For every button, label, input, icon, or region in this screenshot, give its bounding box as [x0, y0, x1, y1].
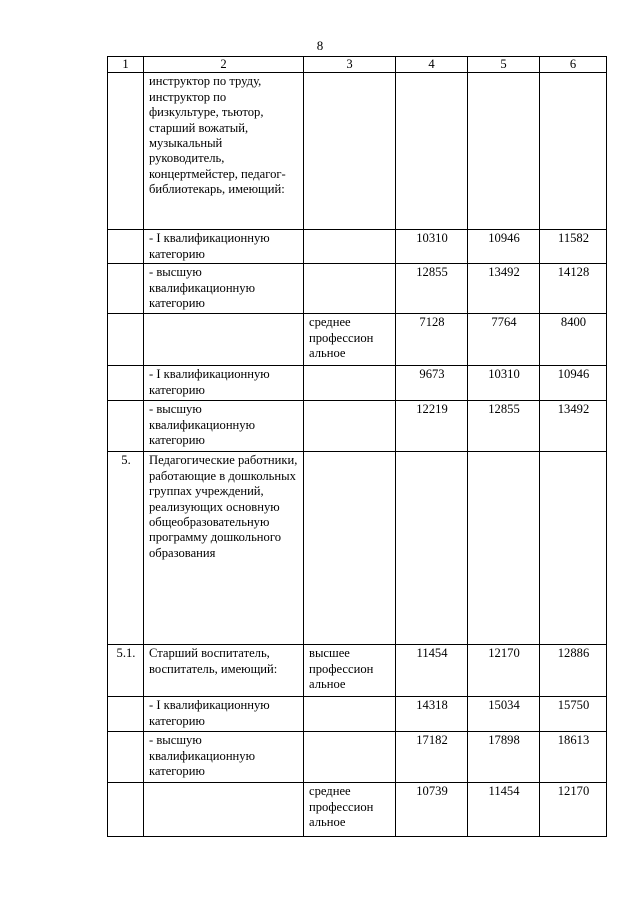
- row-index: [108, 783, 144, 837]
- value-col-5: 10310: [468, 366, 540, 401]
- value-col-4: 7128: [396, 314, 468, 366]
- position-name: Педагогические работники, работающие в дошкольных группах учреждений, реализующих основную общеобразовательную программу дошкольного образования: [144, 452, 304, 645]
- education-level: высшее профессион альное: [304, 645, 396, 697]
- header-cell: 3: [304, 57, 396, 73]
- row-index: [108, 264, 144, 314]
- education-level: среднее профессион альное: [304, 314, 396, 366]
- education-level: среднее профессион альное: [304, 783, 396, 837]
- table-row: [108, 452, 607, 645]
- value-col-5: 17898: [468, 732, 540, 783]
- value-col-6: 13492: [540, 401, 607, 452]
- table-row: [108, 783, 607, 837]
- value-col-5: 10946: [468, 230, 540, 264]
- header-cell: 6: [540, 57, 607, 73]
- row-index: [108, 401, 144, 452]
- value-col-4: 10310: [396, 230, 468, 264]
- row-index: 5.: [108, 452, 144, 645]
- education-level: [304, 366, 396, 401]
- education-level: [304, 697, 396, 732]
- value-col-4: 11454: [396, 645, 468, 697]
- row-index: [108, 732, 144, 783]
- value-col-4: 10739: [396, 783, 468, 837]
- value-col-6: 11582: [540, 230, 607, 264]
- value-col-6: 12170: [540, 783, 607, 837]
- table-row: [108, 366, 607, 401]
- value-col-5: 12170: [468, 645, 540, 697]
- row-index: 5.1.: [108, 645, 144, 697]
- table-row: [108, 732, 607, 783]
- value-col-5: 7764: [468, 314, 540, 366]
- row-index: [108, 314, 144, 366]
- value-col-6: [540, 73, 607, 230]
- page-number: 8: [316, 38, 324, 53]
- table-row: [108, 645, 607, 697]
- value-col-4: 12855: [396, 264, 468, 314]
- value-col-4: 14318: [396, 697, 468, 732]
- table-header-row: [108, 57, 607, 73]
- table-row: [108, 697, 607, 732]
- education-level: [304, 230, 396, 264]
- position-name: [144, 783, 304, 837]
- position-name: - I квалификационную категорию: [144, 230, 304, 264]
- table-row: [108, 230, 607, 264]
- value-col-5: [468, 73, 540, 230]
- education-level: [304, 732, 396, 783]
- education-level: [304, 401, 396, 452]
- value-col-6: 10946: [540, 366, 607, 401]
- row-index: [108, 366, 144, 401]
- position-name: - высшую квалификационную категорию: [144, 732, 304, 783]
- value-col-5: 13492: [468, 264, 540, 314]
- position-name: [144, 314, 304, 366]
- value-col-5: 11454: [468, 783, 540, 837]
- row-index: [108, 230, 144, 264]
- position-name: - высшую квалификационную категорию: [144, 264, 304, 314]
- value-col-4: 17182: [396, 732, 468, 783]
- header-cell: 1: [108, 57, 144, 73]
- education-level: [304, 264, 396, 314]
- education-level: [304, 452, 396, 645]
- position-name: инструктор по труду, инструктор по физкультуре, тьютор, старший вожатый, музыкальный руководитель, концертмейстер, педагог-библиотекарь, имеющий:: [144, 73, 304, 230]
- education-level: [304, 73, 396, 230]
- value-col-5: 15034: [468, 697, 540, 732]
- value-col-5: [468, 452, 540, 645]
- row-index: [108, 697, 144, 732]
- value-col-4: 12219: [396, 401, 468, 452]
- salary-table: [107, 56, 607, 837]
- table-row: [108, 73, 607, 230]
- value-col-4: 9673: [396, 366, 468, 401]
- header-cell: 4: [396, 57, 468, 73]
- value-col-6: 8400: [540, 314, 607, 366]
- position-name: Старший воспитатель, воспитатель, имеющий:: [144, 645, 304, 697]
- header-cell: 2: [144, 57, 304, 73]
- value-col-5: 12855: [468, 401, 540, 452]
- header-cell: 5: [468, 57, 540, 73]
- table-row: [108, 264, 607, 314]
- position-name: - высшую квалификационную категорию: [144, 401, 304, 452]
- row-index: [108, 73, 144, 230]
- table-row: [108, 401, 607, 452]
- position-name: - I квалификационную категорию: [144, 366, 304, 401]
- value-col-6: [540, 452, 607, 645]
- value-col-6: 12886: [540, 645, 607, 697]
- position-name: - I квалификационную категорию: [144, 697, 304, 732]
- value-col-6: 18613: [540, 732, 607, 783]
- value-col-6: 14128: [540, 264, 607, 314]
- value-col-4: [396, 452, 468, 645]
- value-col-4: [396, 73, 468, 230]
- value-col-6: 15750: [540, 697, 607, 732]
- table-row: [108, 314, 607, 366]
